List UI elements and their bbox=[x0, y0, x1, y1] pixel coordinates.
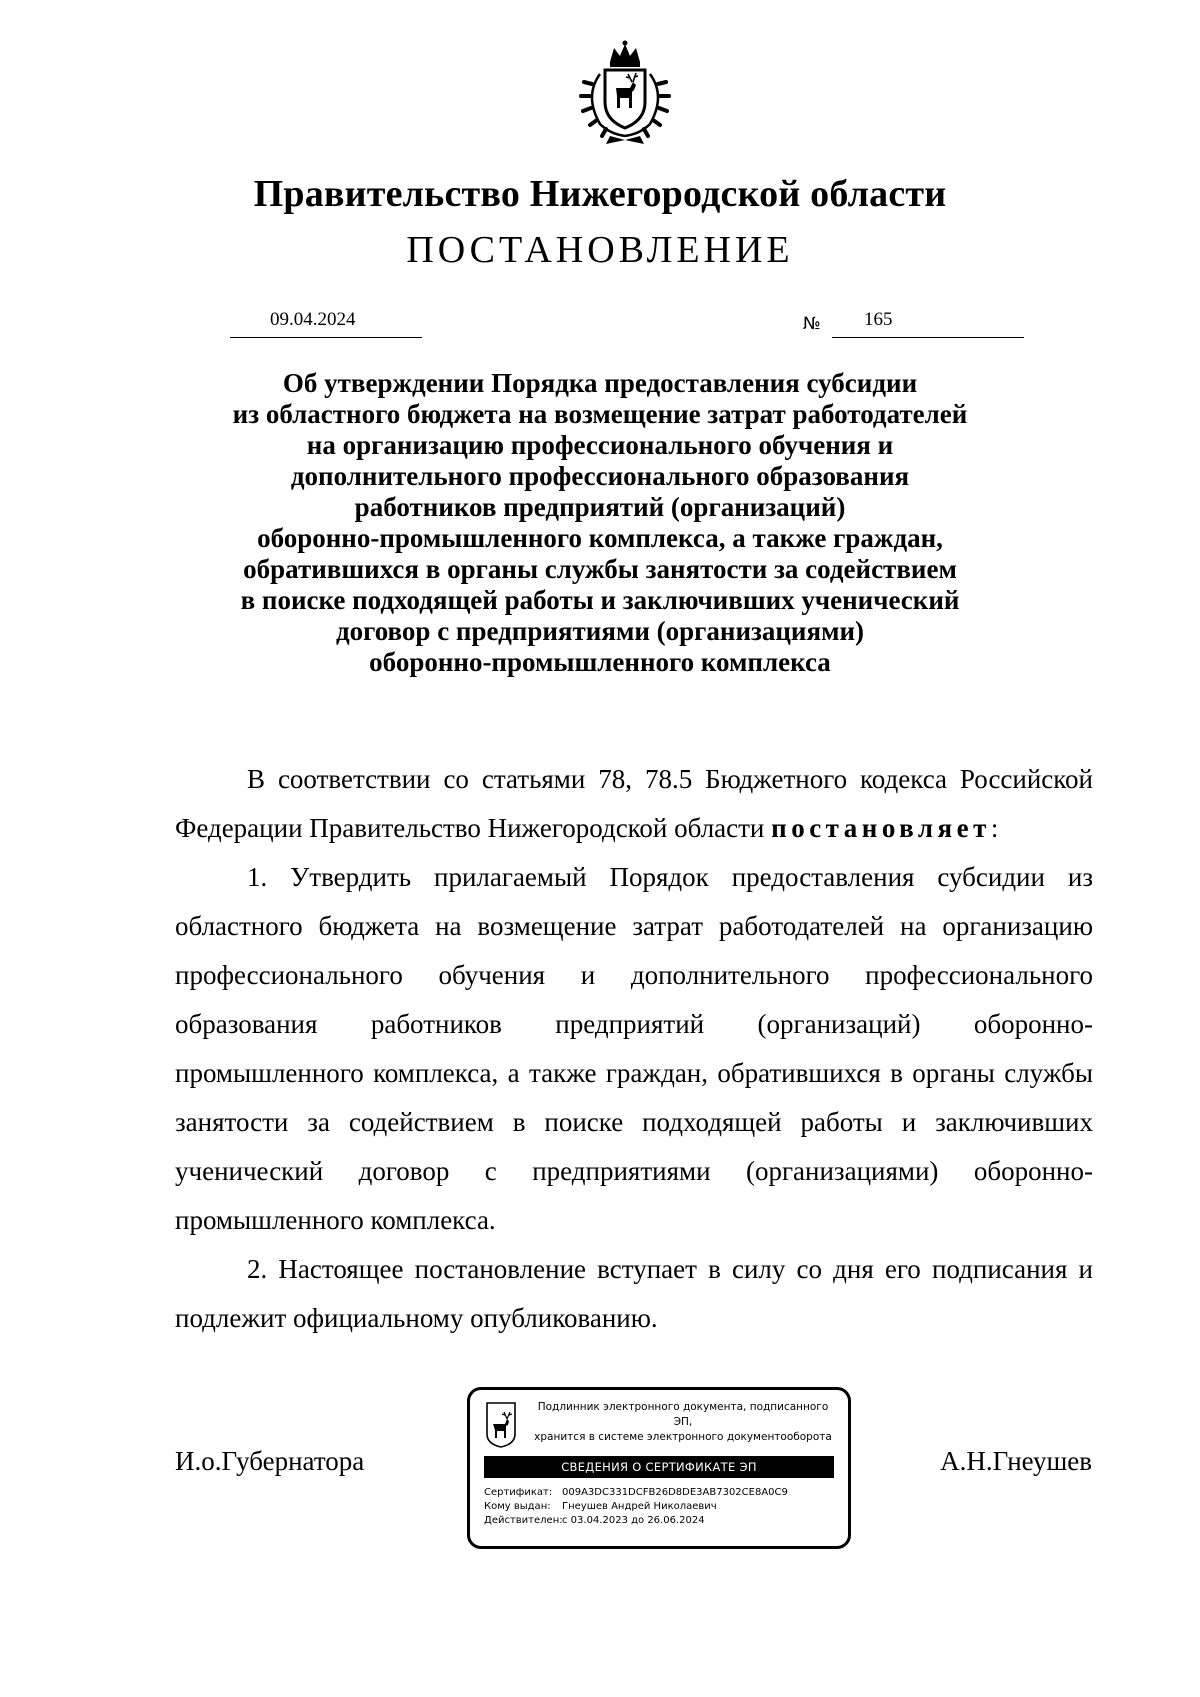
signatory-position: И.о.Губернатора bbox=[175, 1446, 365, 1476]
coat-of-arms-icon bbox=[570, 40, 680, 148]
document-date-field bbox=[230, 307, 422, 338]
preamble-text: В соответствии со статьями 78, 78.5 Бюджетного кодекса Российской Федерации Правительство Нижегородской области bbox=[175, 764, 1093, 843]
preamble-end: : bbox=[990, 813, 999, 843]
title-line: из областного бюджета на возмещение затрат работодателей bbox=[232, 399, 968, 429]
document-body bbox=[175, 755, 1093, 1343]
document-number: 165 bbox=[864, 309, 893, 330]
issued-to-value: Гнеушев Андрей Николаевич bbox=[562, 1501, 717, 1512]
issued-to-row bbox=[484, 1500, 788, 1514]
document-title bbox=[160, 368, 1040, 678]
title-line: Об утверждении Порядка предоставления субсидии bbox=[282, 368, 918, 398]
preamble-keyword: постановляет bbox=[771, 813, 991, 843]
title-line: на организацию профессионального обучения и bbox=[306, 430, 894, 460]
number-sign: № bbox=[803, 314, 821, 334]
organization-name: Правительство Нижегородской области bbox=[253, 173, 947, 215]
title-line: оборонно-промышленного комплекса bbox=[369, 647, 831, 677]
preamble-paragraph bbox=[175, 755, 1093, 853]
certificate-row bbox=[484, 1486, 788, 1500]
title-line: обратившихся в органы службы занятости за содействием bbox=[243, 554, 957, 584]
validity-label: Действителен: bbox=[484, 1515, 563, 1526]
stamp-original-note bbox=[528, 1400, 838, 1445]
signatory-name: А.Н.Гнеушев bbox=[940, 1446, 1092, 1476]
validity-row bbox=[484, 1514, 788, 1528]
stamp-certificate-header: СВЕДЕНИЯ О СЕРТИФИКАТЕ ЭП bbox=[484, 1456, 834, 1478]
title-line: договор с предприятиями (организациями) bbox=[335, 616, 865, 646]
document-number-field bbox=[832, 307, 1024, 338]
certificate-label: Сертификат: bbox=[484, 1487, 553, 1498]
document-type: ПОСТАНОВЛЕНИЕ bbox=[406, 229, 794, 271]
title-line: работников предприятий (организаций) bbox=[354, 492, 846, 522]
stamp-note-line: хранится в системе электронного документооборота bbox=[534, 1431, 832, 1443]
title-line: дополнительного профессионального образования bbox=[290, 461, 910, 491]
stamp-certificate-details bbox=[484, 1486, 788, 1528]
electronic-signature-stamp bbox=[467, 1387, 851, 1549]
issued-to-label: Кому выдан: bbox=[484, 1501, 551, 1512]
deer-emblem-icon bbox=[486, 1402, 516, 1448]
item-1-paragraph: 1. Утвердить прилагаемый Порядок предоставления субсидии из областного бюджета на возмещение затрат работодателей на организацию профессионального обучения и дополнительного профессионального образования работников предприятий (организаций) оборонно-промышленного комплекса, а также граждан, обратившихся в органы службы занятости за содействием в поиске подходящей работы и заключивших ученический договор с предприятиями (организациями) оборонно-промышленного комплекса. bbox=[175, 862, 1093, 1235]
document-date: 09.04.2024 bbox=[270, 309, 356, 330]
title-line: в поиске подходящей работы и заключивших ученический bbox=[240, 585, 960, 615]
validity-value: с 03.04.2023 до 26.06.2024 bbox=[562, 1515, 705, 1526]
certificate-value: 009A3DC331DCFB26D8DE3AB7302CE8A0C9 bbox=[562, 1487, 788, 1498]
stamp-note-line: Подлинник электронного документа, подписанного ЭП, bbox=[537, 1401, 829, 1428]
item-2-paragraph: 2. Настоящее постановление вступает в силу со дня его подписания и подлежит официальному опубликованию. bbox=[175, 1254, 1093, 1333]
title-line: оборонно-промышленного комплекса, а также граждан, bbox=[257, 523, 943, 553]
